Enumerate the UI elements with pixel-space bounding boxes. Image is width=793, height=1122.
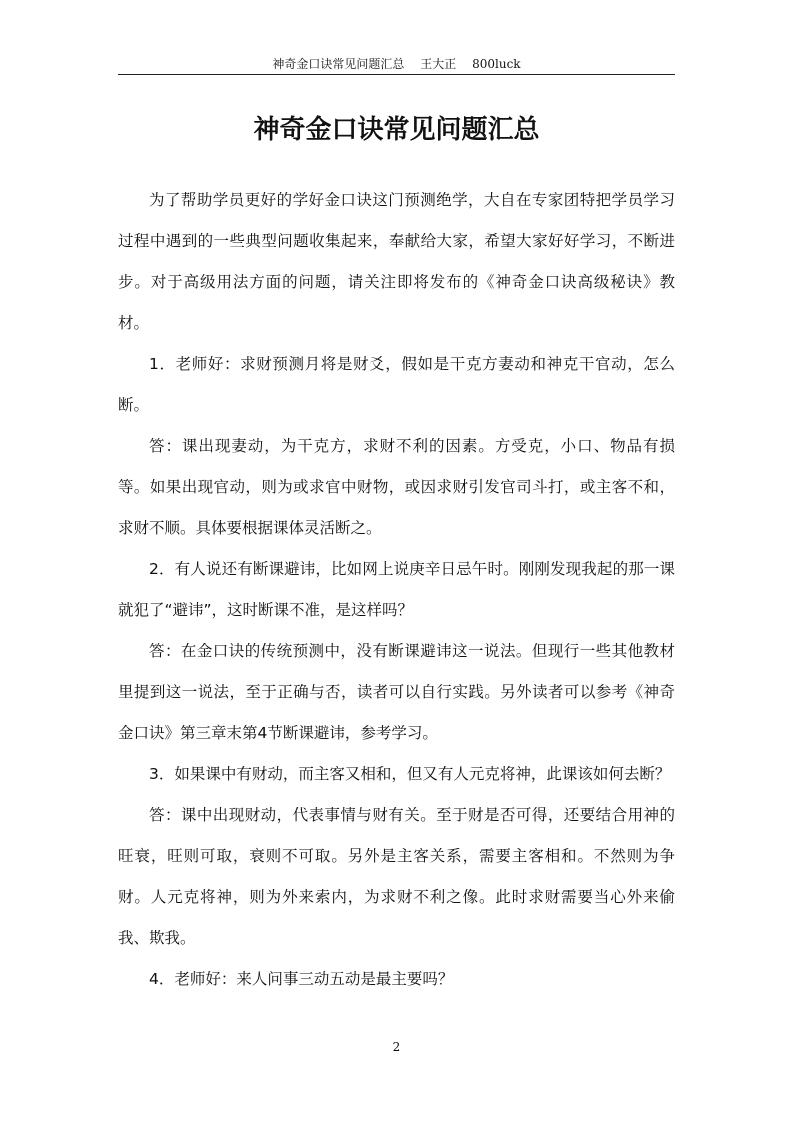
intro-paragraph: 为了帮助学员更好的学好金口诀这门预测绝学，大自在专家团特把学员学习过程中遇到的一些典型问题收集起来，奉献给大家，希望大家好好学习，不断进步。对于高级用法方面的问题，请关注即将发布的《神奇金口诀高级秘诀》教材。: [118, 191, 675, 332]
answer-1: 答：课出现妻动，为干克方，求财不利的因素。方受克，小口、物品有损等。如果出现官动，则为或求官中财物，或因求财引发官司斗打，或主客不和，求财不顺。具体要根据课体灵活断之。: [118, 437, 675, 537]
running-header: [118, 54, 675, 75]
page-number: 2: [392, 1040, 401, 1054]
question-2: 2．有人说还有断课避讳，比如网上说庚辛日忌午时。刚刚发现我起的那一课就犯了“避讳”，这时断课不准，是这样吗？: [118, 560, 675, 619]
header-author: 王大正: [420, 57, 457, 71]
document-title: 神奇金口诀常见问题汇总: [253, 115, 540, 145]
document-body: [118, 180, 675, 1000]
question-3: 3．如果课中有财动，而主客又相和，但又有人元克将神，此课该如何去断？: [149, 765, 671, 783]
question-1: 1．老师好：求财预测月将是财爻，假如是干克方妻动和神克干官动，怎么断。: [118, 355, 675, 414]
header-tag: 800luck: [472, 57, 521, 71]
answer-3: 答：课中出现财动，代表事情与财有关。至于财是否可得，还要结合用神的旺衰，旺则可取，衰则不可取。另外是主客关系，需要主客相和。不然则为争财。人元克将神，则为外来索内，为求财不利之像。此时求财需要当心外来偷我、欺我。: [118, 806, 675, 947]
answer-2: 答：在金口诀的传统预测中，没有断课避讳这一说法。但现行一些其他教材里提到这一说法，至于正确与否，读者可以自行实践。另外读者可以参考《神奇金口诀》第三章末第4节断课避讳，参考学习。: [118, 642, 675, 742]
header-title: 神奇金口诀常见问题汇总: [272, 57, 405, 71]
question-4: 4．老师好：来人问事三动五动是最主要吗？: [149, 970, 454, 988]
